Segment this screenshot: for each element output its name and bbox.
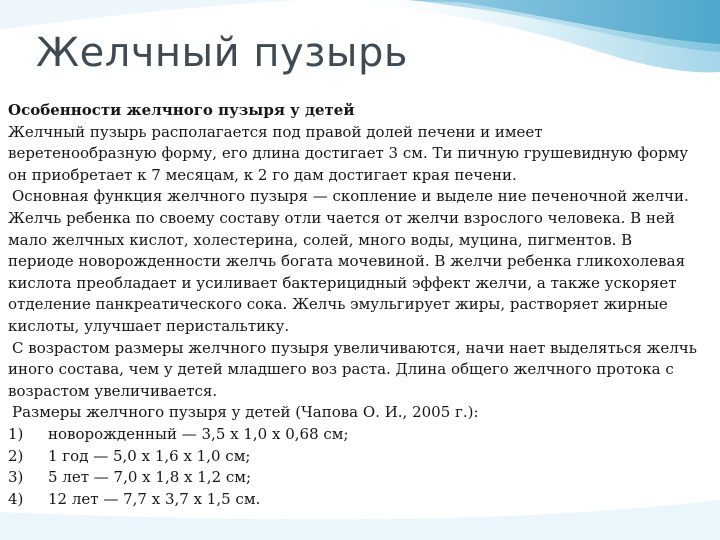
section-subtitle: Особенности желчного пузыря у детей [8, 101, 355, 119]
body-line: он приобретает к 7 месяцам, к 2 го дам достигает края печени. [8, 165, 517, 184]
slide-body [8, 100, 712, 510]
body-line: Размеры желчного пузыря у детей (Чапова О. И., 2005 г.): [12, 403, 479, 422]
list-number: 1) [8, 424, 24, 443]
body-line: Желчь ребенка по своему составу отли чается от желчи взрослого человека. В ней [8, 208, 675, 227]
body-line: иного состава, чем у детей младшего воз раста. Длина общего желчного протока с [8, 360, 674, 379]
body-line: Желчный пузырь располагается под правой долей печени и имеет [8, 122, 543, 141]
body-line: периоде новорожденности желчь богата мочевиной. В желчи ребенка гликохолевая [8, 252, 686, 271]
list-text: новорожденный — 3,5 х 1,0 х 0,68 см; [48, 424, 349, 443]
body-line: отделение панкреатического сока. Желчь эмульгирует жиры, растворяет жирные [8, 295, 668, 314]
slide-title: Желчный пузырь [36, 30, 408, 76]
list-text: 1 год — 5,0 х 1,6 х 1,0 см; [48, 446, 251, 465]
list-text: 12 лет — 7,7 х 3,7 х 1,5 см. [48, 489, 261, 508]
list-item [8, 467, 712, 489]
body-line: С возрастом размеры желчного пузыря увеличиваются, начи нает выделяться желчь [12, 338, 697, 357]
list-number: 3) [8, 468, 24, 487]
list-text: 5 лет — 7,0 х 1,8 х 1,2 см; [48, 468, 251, 487]
body-line: Основная функция желчного пузыря — скопление и выделе ние печеночной желчи. [12, 187, 689, 206]
list-number: 4) [8, 489, 24, 508]
body-line: возрастом увеличивается. [8, 381, 218, 400]
body-line: мало желчных кислот, холестерина, солей, много воды, муцина, пигментов. В [8, 230, 633, 249]
list-item [8, 446, 712, 468]
top-wave-left [0, 0, 300, 30]
body-line: кислота преобладает и усиливает бактерицидный эффект желчи, а также ускоряет [8, 273, 677, 292]
list-number: 2) [8, 446, 24, 465]
list-item [8, 489, 712, 511]
list-item [8, 424, 712, 446]
body-line: веретенообразную форму, его длина достигает 3 см. Ти пичную грушевидную форму [8, 144, 689, 163]
body-line: кислоты, улучшает перистальтику. [8, 316, 290, 335]
